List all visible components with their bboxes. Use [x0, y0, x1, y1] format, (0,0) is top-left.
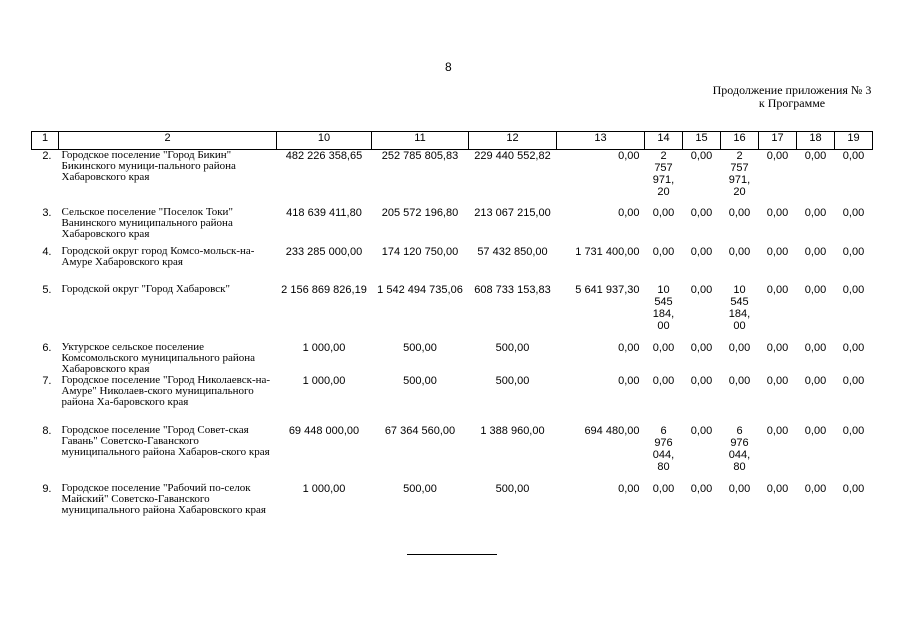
cell-col-16: 0,00 [728, 206, 751, 219]
cell-col-12: 57 432 850,00 [477, 245, 548, 258]
cell-col-12: 229 440 552,82 [474, 150, 551, 162]
cell-col-12: 213 067 215,00 [474, 206, 551, 219]
row-number: 5. [42, 283, 52, 296]
cell-col-18: 0,00 [804, 424, 827, 437]
cell-col-17: 0,00 [766, 245, 789, 258]
cell-col-14: 0,00 [652, 206, 675, 219]
row-name: Городское поселение "Рабочий по-селок Майский" Советско-Гаванского муниципального района Хабаровского края [61, 481, 266, 516]
cell-col-11: 205 572 196,80 [381, 206, 459, 219]
cell-col-19: 0,00 [842, 341, 865, 354]
cell-col-15: 0,00 [690, 206, 713, 219]
cell-col-12: 608 733 153,83 [474, 283, 551, 296]
cell-col-11: 500,00 [403, 482, 437, 495]
row-number: 8. [42, 424, 52, 437]
cell-col-16: 2 757 971, 20 [728, 150, 751, 198]
header-cell: 11 [372, 132, 469, 150]
continuation-note [712, 84, 872, 110]
header-cell: 10 [277, 132, 372, 150]
table-row [32, 483, 873, 533]
row-number: 4. [42, 245, 52, 258]
row-number: 3. [42, 206, 52, 219]
cell-col-15: 0,00 [690, 150, 713, 162]
cell-col-19: 0,00 [842, 245, 865, 258]
header-cell: 18 [797, 132, 835, 150]
cell-col-17: 0,00 [766, 482, 789, 495]
cell-col-10: 1 000,00 [302, 482, 346, 495]
cell-col-13: 1 731 400,00 [575, 245, 640, 258]
cell-col-10: 2 156 869 826,19 [281, 283, 367, 296]
cell-col-19: 0,00 [842, 482, 865, 495]
cell-col-14: 0,00 [652, 245, 675, 258]
row-name: Городской округ город Комсо-мольск-на-Амуре Хабаровского края [61, 244, 255, 268]
header-cell: 17 [759, 132, 797, 150]
row-name: Городское поселение "Город Николаевск-на-Амуре" Николаев-ского муниципального района Ха-баровского края [61, 373, 271, 408]
row-name: Городской округ "Город Хабаровск" [61, 282, 231, 295]
cell-col-13: 5 641 937,30 [575, 283, 640, 296]
cell-col-10: 233 285 000,00 [285, 245, 363, 258]
table-row [32, 375, 873, 425]
table-row [32, 284, 873, 342]
row-name: Сельское поселение "Поселок Токи" Ванинского муниципального района Хабаровского края [61, 205, 233, 240]
cell-col-17: 0,00 [766, 283, 789, 296]
cell-col-11: 67 364 560,00 [384, 424, 456, 437]
cell-col-17: 0,00 [766, 374, 789, 387]
cell-col-15: 0,00 [690, 245, 713, 258]
header-cell: 13 [557, 132, 645, 150]
cell-col-16: 0,00 [728, 482, 751, 495]
cell-col-15: 0,00 [690, 374, 713, 387]
cell-col-18: 0,00 [804, 374, 827, 387]
header-cell: 16 [721, 132, 759, 150]
cell-col-10: 482 226 358,65 [285, 150, 363, 162]
cell-col-16: 0,00 [728, 245, 751, 258]
cell-col-18: 0,00 [804, 150, 827, 162]
cell-col-14: 6 976 044, 80 [652, 424, 675, 473]
row-number: 7. [42, 374, 52, 387]
cell-col-13: 0,00 [618, 206, 640, 219]
cell-col-16: 6 976 044, 80 [728, 424, 751, 473]
row-name: Городское поселение "Город Совет-ская Гавань" Советско-Гаванского муниципального района Хабаров-ского края [61, 423, 270, 458]
signature-line [407, 554, 497, 555]
header-cell: 1 [32, 132, 59, 150]
cell-col-18: 0,00 [804, 341, 827, 354]
cell-col-16: 10 545 184, 00 [728, 283, 751, 332]
header-cell: 2 [59, 132, 277, 150]
row-name: Городское поселение "Город Бикин" Бикинского муници-пального района Хабаровского края [61, 149, 236, 183]
cell-col-15: 0,00 [690, 424, 713, 437]
cell-col-17: 0,00 [766, 341, 789, 354]
cell-col-14: 10 545 184, 00 [652, 283, 675, 332]
continuation-line-2: к Программе [758, 96, 826, 110]
cell-col-18: 0,00 [804, 206, 827, 219]
cell-col-19: 0,00 [842, 150, 865, 162]
cell-col-13: 0,00 [618, 374, 640, 387]
header-cell: 12 [469, 132, 557, 150]
cell-col-13: 0,00 [618, 150, 640, 162]
row-number: 2. [42, 150, 52, 162]
table-row [32, 207, 873, 246]
cell-col-10: 418 639 411,80 [286, 206, 362, 219]
table-row [32, 246, 873, 284]
cell-col-19: 0,00 [842, 424, 865, 437]
cell-col-17: 0,00 [766, 206, 789, 219]
cell-col-11: 500,00 [403, 374, 437, 387]
row-number: 9. [42, 482, 52, 495]
cell-col-14: 0,00 [652, 374, 675, 387]
cell-col-16: 0,00 [728, 341, 751, 354]
cell-col-14: 0,00 [652, 482, 675, 495]
cell-col-17: 0,00 [766, 424, 789, 437]
cell-col-11: 252 785 805,83 [381, 150, 459, 162]
cell-col-13: 694 480,00 [584, 424, 640, 437]
cell-col-11: 1 542 494 735,06 [377, 283, 463, 296]
cell-col-18: 0,00 [804, 283, 827, 296]
cell-col-19: 0,00 [842, 283, 865, 296]
cell-col-17: 0,00 [766, 150, 789, 162]
table-row [32, 150, 873, 207]
header-cell: 14 [645, 132, 683, 150]
cell-col-18: 0,00 [804, 245, 827, 258]
cell-col-13: 0,00 [618, 482, 640, 495]
cell-col-15: 0,00 [690, 341, 713, 354]
cell-col-12: 1 388 960,00 [480, 424, 545, 437]
cell-col-14: 2 757 971, 20 [652, 150, 675, 198]
continuation-line-1: Продолжение приложения № 3 [712, 83, 872, 97]
cell-col-15: 0,00 [690, 482, 713, 495]
cell-col-18: 0,00 [804, 482, 827, 495]
cell-col-12: 500,00 [495, 374, 530, 387]
cell-col-14: 0,00 [652, 341, 675, 354]
cell-col-16: 0,00 [728, 374, 751, 387]
cell-col-19: 0,00 [842, 206, 865, 219]
cell-col-10: 1 000,00 [302, 374, 346, 387]
cell-col-11: 500,00 [403, 341, 437, 354]
cell-col-12: 500,00 [495, 341, 530, 354]
header-cell: 15 [683, 132, 721, 150]
row-number: 6. [42, 341, 52, 354]
row-name: Уктурское сельское поселение Комсомольского муниципального района Хабаровского края [61, 340, 255, 375]
data-table [31, 131, 873, 533]
page-number: 8 [445, 60, 452, 74]
cell-col-10: 69 448 000,00 [288, 424, 360, 437]
cell-col-13: 0,00 [618, 341, 640, 354]
header-cell: 19 [835, 132, 873, 150]
table-row [32, 342, 873, 375]
header-row [32, 132, 873, 150]
table-row [32, 425, 873, 483]
cell-col-11: 174 120 750,00 [381, 245, 459, 258]
cell-col-12: 500,00 [495, 482, 530, 495]
cell-col-10: 1 000,00 [302, 341, 346, 354]
cell-col-19: 0,00 [842, 374, 865, 387]
cell-col-15: 0,00 [690, 283, 713, 296]
